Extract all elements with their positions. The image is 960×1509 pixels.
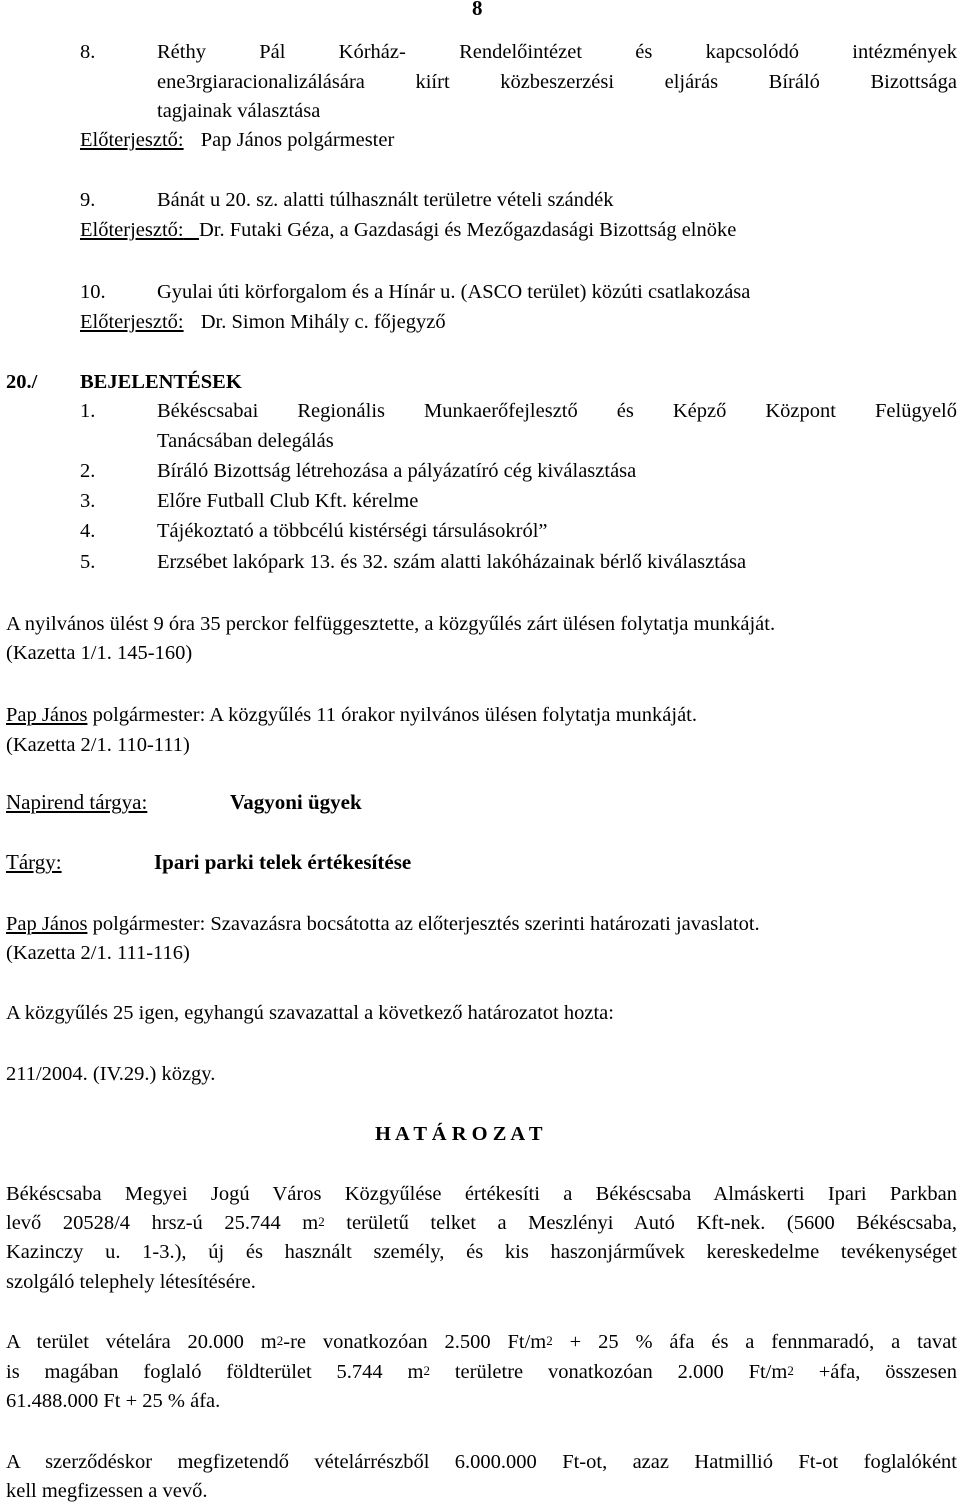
resolution-p1-line2: levő 20528/4 hrsz-ú 25.744 $m^2$ területű telket a Meszlényi Autó Kft-nek. (5600 Békéscsaba, <box>6 1212 957 1234</box>
resolution-p2-line1: A terület vételára 20.000 $m^2-re$ vonatkozóan 2.500 $Ft/m^2 + 25$ % áfa és a fennmaradó, a tavat <box>6 1331 958 1353</box>
resolution-number: 211/2004. (IV.29.) közgy. <box>6 1063 216 1085</box>
announcement-3: Előre Futball Club Kft. kérelme <box>157 490 419 512</box>
presenter-name: Dr. Simon Mihály c. főjegyző <box>200 311 446 333</box>
announcement-number: 1. <box>80 400 96 422</box>
item-10-presenter <box>80 310 446 335</box>
vote-call-tape-ref: (Kazetta 2/1. 111-116) <box>6 942 190 964</box>
resolution-p1-line1: Békéscsaba Megyei Jogú Város Közgyűlése értékesíti a Békéscsaba Almáskerti Ipari Parkban <box>6 1183 957 1205</box>
section-number: 20./ <box>6 371 38 393</box>
presenter-label: Előterjesztő: <box>80 129 184 151</box>
resume-text: Pap János polgármester: A közgyűlés 11 órakor nyilvános ülésen folytatja munkáját. <box>6 704 697 726</box>
announcement-number: 2. <box>80 460 96 482</box>
presenter-name: Pap János polgármester <box>200 129 395 151</box>
presenter-label: Előterjesztő: <box>80 219 184 241</box>
item-10-title: Gyulai úti körforgalom és a Hínár u. (ASCO terület) közúti csatlakozása <box>157 281 751 303</box>
page-number: 8 <box>472 0 483 20</box>
item-8-title-line3: tagjainak választása <box>157 100 321 122</box>
vote-result: A közgyűlés 25 igen, egyhangú szavazattal a következő határozatot hozta: <box>6 1002 614 1024</box>
subject-label: Tárgy: <box>6 850 62 874</box>
announcement-number: 4. <box>80 520 96 542</box>
announcement-5: Erzsébet lakópark 13. és 32. szám alatti lakóházainak bérlő kiválasztása <box>157 551 747 573</box>
resolution-p1-line3: Kazinczy u. 1-3.), új és használt személy, és kis haszonjárművek kereskedelme tevékenységet <box>6 1241 957 1263</box>
presenter-label: Előterjesztő: <box>80 311 184 333</box>
resolution-p1-line4: szolgáló telephely létesítésére. <box>6 1271 256 1293</box>
announcement-1-line1: Békéscsabai Regionális Munkaerőfejlesztő és Képző Központ Felügyelő <box>157 400 957 422</box>
item-10-number: 10. <box>80 281 106 303</box>
resolution-p3-line1: A szerződéskor megfizetendő vételárrészből 6.000.000 Ft-ot, azaz Hatmillió Ft-ot foglalóként <box>6 1451 957 1473</box>
announcement-4: Tájékoztató a többcélú kistérségi társulásokról” <box>157 520 548 542</box>
speaker-name: Pap János <box>6 913 88 935</box>
agenda-value: Vagyoni ügyek <box>230 790 362 814</box>
subject-value: Ipari parki telek értékesítése <box>154 850 412 874</box>
announcement-number: 3. <box>80 490 96 512</box>
section-heading: BEJELENTÉSEK <box>80 371 242 393</box>
announcement-1-line2: Tanácsában delegálás <box>157 430 334 452</box>
announcement-number: 5. <box>80 551 96 573</box>
resume-tape-ref: (Kazetta 2/1. 110-111) <box>6 734 190 756</box>
item-9-presenter <box>80 218 736 243</box>
item-8-number: 8. <box>80 41 96 63</box>
resolution-p2-line3: 61.488.000 Ft + 25 % áfa. <box>6 1390 221 1412</box>
agenda-label: Napirend tárgya: <box>6 790 148 814</box>
item-9-title: Bánát u 20. sz. alatti túlhasznált területre vételi szándék <box>157 189 614 211</box>
speaker-name: Pap János <box>6 704 88 726</box>
suspension-text: A nyilvános ülést 9 óra 35 perckor felfüggesztette, a közgyűlés zárt ülésen folytatja munkáját. <box>6 613 776 635</box>
presenter-name: Dr. Futaki Géza, a Gazdasági és Mezőgazdasági Bizottság elnöke <box>198 219 737 241</box>
item-9-number: 9. <box>80 189 96 211</box>
vote-call-text: Pap János polgármester: Szavazásra bocsátotta az előterjesztés szerinti határozati javaslatot. <box>6 913 760 935</box>
item-8-title-line2: ene3rgiaracionalizálására kiírt közbeszerzési eljárás Bíráló Bizottsága <box>157 71 957 93</box>
item-8-title-line1: Réthy Pál Kórház- Rendelőintézet és kapcsolódó intézmények <box>157 41 957 63</box>
resolution-p2-line2: is magában foglaló földterület 5.744 $m^2$ területre vonatkozóan 2.000 $Ft/m^2$ +áfa, összesen <box>6 1361 957 1383</box>
resolution-title: H A T Á R O Z A T <box>375 1123 543 1145</box>
announcement-2: Bíráló Bizottság létrehozása a pályázatíró cég kiválasztása <box>157 460 637 482</box>
resolution-p3-line2: kell megfizessen a vevő. <box>6 1480 208 1502</box>
suspension-tape-ref: (Kazetta 1/1. 145-160) <box>6 642 193 664</box>
item-8-presenter <box>80 128 394 153</box>
